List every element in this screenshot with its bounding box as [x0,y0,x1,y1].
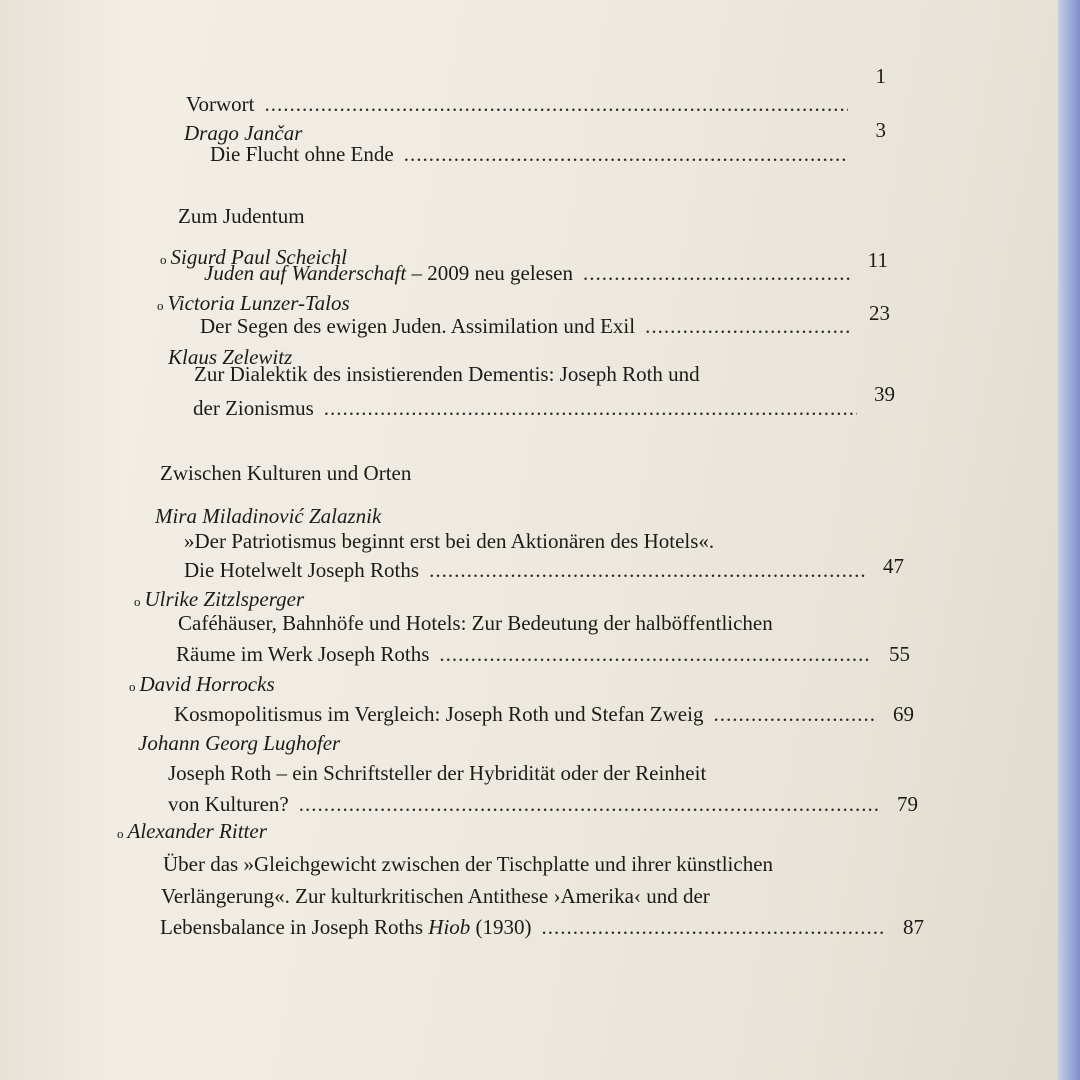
toc-entry [193,382,895,421]
entry-title: Kosmopolitismus im Vergleich: Joseph Roth und Stefan Zweig [174,702,704,726]
section-heading: Zwischen Kulturen und Orten [160,461,412,485]
author-name: Johann Georg Lughofer [138,731,341,755]
author-name: o David Horrocks [129,672,275,696]
leader-dots [713,702,876,727]
toc-entry [160,915,924,940]
leader-dots [324,396,857,421]
entry-title-line: Über das »Gleichgewicht zwischen der Tischplatte und ihrer künstlichen [163,852,774,876]
entry-title-line: Caféhäuser, Bahnhöfe und Hotels: Zur Bedeutung der halböffentlichen [178,611,773,635]
entry-title-line: der Zionismus [193,396,314,420]
page-number: 11 [867,248,888,272]
pencil-mark-icon: o [129,679,136,694]
entry-title-line: Verlängerung«. Zur kulturkritischen Antithese ›Amerika‹ und der [161,884,710,908]
leader-dots [429,558,866,583]
entry-title-line: Joseph Roth – ein Schriftsteller der Hybridität oder der Reinheit [168,761,707,785]
pencil-mark-icon: o [160,252,167,267]
entry-title-line: Lebensbalance in Joseph Roths Hiob (1930) [160,915,532,939]
page-gutter [0,0,120,1080]
section-heading: Zum Judentum [178,204,305,228]
book-cover-edge [1058,0,1080,1080]
toc-entry [200,301,890,339]
toc-entry [174,702,914,727]
entry-title-line: Zur Dialektik des insistierenden Dementis: Joseph Roth und [194,362,700,386]
page-number: 23 [869,301,890,325]
preface-label: Vorwort [186,92,255,116]
page-number: 69 [893,702,914,726]
entry-title-line: Die Hotelwelt Joseph Roths [184,558,420,582]
entry-title: Der Segen des ewigen Juden. Assimilation und Exil [200,314,636,338]
author-name: o Ulrike Zitzlsperger [134,587,305,611]
leader-dots [264,92,848,117]
author-name: o Sigurd Paul Scheichl [160,245,348,269]
author-name: Klaus Zelewitz [168,345,293,369]
page-number: 39 [874,382,895,406]
author-name: o Alexander Ritter [117,819,267,843]
show-through-text [840,10,841,11]
toc-entry [168,792,918,817]
author-name: Mira Miladinović Zalaznik [155,504,382,528]
pencil-mark-icon: o [117,826,124,841]
page-number: 47 [883,554,904,578]
page-number: 1 [875,64,886,88]
leader-dots [439,642,872,667]
entry-title-line: »Der Patriotismus beginnt erst bei den Aktionären des Hotels«. [184,529,715,553]
page-number: 3 [875,118,886,142]
toc-entry [184,554,904,583]
toc-entry-preface [186,64,886,117]
leader-dots [404,142,848,167]
entry-title: Die Flucht ohne Ende [210,142,394,166]
entry-title: Juden auf Wanderschaft – 2009 neu gelesen [204,261,573,285]
leader-dots [542,915,886,940]
entry-title-line: von Kulturen? [168,792,289,816]
leader-dots [645,314,852,339]
page-number: 79 [897,792,918,816]
leader-dots [583,261,850,286]
page-number: 87 [903,915,924,939]
leader-dots [299,792,880,817]
pencil-mark-icon: o [134,594,141,609]
author-name: o Victoria Lunzer-Talos [157,291,350,315]
pencil-mark-icon: o [157,298,164,313]
entry-title-line: Räume im Werk Joseph Roths [176,642,430,666]
toc-entry [176,642,910,667]
author-name: Drago Jančar [184,121,303,145]
page-number: 55 [889,642,910,666]
